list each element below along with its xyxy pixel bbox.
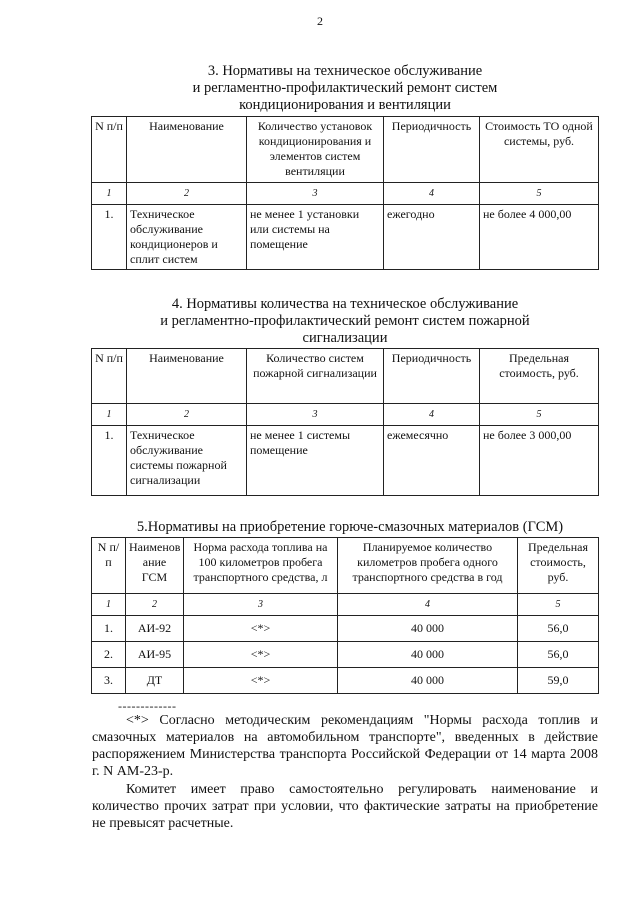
- section3-title-line: кондиционирования и вентиляции: [239, 97, 451, 113]
- section4-title-line: и регламентно-профилактический ремонт систем пожарной: [160, 313, 530, 329]
- index-cell: 2: [127, 183, 247, 205]
- header-cost: Предельная стоимость, руб.: [518, 538, 599, 594]
- cell-periodicity: ежемесячно: [384, 426, 480, 496]
- footnote-text: <*> Согласно методическим рекомендациям "Нормы расхода топлив и смазочных материалов на автомобильном транспорте", введенных в действие распоряжением Министерства транспорта Российской Федерации от 14 марта 2008 г. N АМ-23-р.: [92, 713, 598, 779]
- cell-number: 1.: [92, 616, 126, 642]
- section4-table: [91, 348, 599, 496]
- table-row: [92, 642, 599, 668]
- index-cell: 4: [338, 594, 518, 616]
- cell-fuel-name: ДТ: [126, 668, 184, 694]
- header-periodicity: Периодичность: [384, 117, 480, 183]
- cell-cost: 56,0: [518, 642, 599, 668]
- table-index-row: [92, 404, 599, 426]
- section3-title-line: 3. Нормативы на техническое обслуживание: [207, 63, 483, 79]
- page-number: 2: [317, 14, 323, 28]
- header-number: N п/п: [92, 349, 127, 404]
- table-row: [92, 426, 599, 496]
- index-cell: 5: [480, 183, 599, 205]
- section3-title-line: и регламентно-профилактический ремонт систем: [192, 80, 498, 96]
- cell-cost: не более 3 000,00: [480, 426, 599, 496]
- cell-consumption-norm: <*>: [184, 616, 338, 642]
- cell-planned-mileage: 40 000: [338, 668, 518, 694]
- table-row: [92, 205, 599, 270]
- cell-number: 2.: [92, 642, 126, 668]
- section4-title-line: сигнализации: [302, 330, 388, 346]
- cell-cost: 56,0: [518, 616, 599, 642]
- footnote-separator: -------------: [118, 699, 177, 713]
- cell-cost: не более 4 000,00: [480, 205, 599, 270]
- header-quantity: Количество установок кондиционирования и элементов систем вентиляции: [247, 117, 384, 183]
- header-planned-mileage: Планируемое количество километров пробега одного транспортного средства в год: [338, 538, 518, 594]
- table-header-row: [92, 349, 599, 404]
- section4-title-line: 4. Нормативы количества на техническое обслуживание: [171, 296, 519, 312]
- header-quantity: Количество систем пожарной сигнализации: [247, 349, 384, 404]
- index-cell: 3: [247, 183, 384, 205]
- index-cell: 1: [92, 183, 127, 205]
- index-cell: 4: [384, 183, 480, 205]
- header-consumption-norm: Норма расхода топлива на 100 километров пробега транспортного средства, л: [184, 538, 338, 594]
- cell-quantity: не менее 1 системы помещение: [247, 426, 384, 496]
- section5-title: 5.Нормативы на приобретение горюче-смазочных материалов (ГСМ): [136, 519, 564, 535]
- header-periodicity: Периодичность: [384, 349, 480, 404]
- section4-title: [90, 296, 600, 347]
- index-cell: 3: [247, 404, 384, 426]
- cell-planned-mileage: 40 000: [338, 616, 518, 642]
- index-cell: 2: [126, 594, 184, 616]
- cell-fuel-name: АИ-95: [126, 642, 184, 668]
- index-cell: 2: [127, 404, 247, 426]
- cell-consumption-norm: <*>: [184, 668, 338, 694]
- index-cell: 1: [92, 404, 127, 426]
- table-header-row: [92, 117, 599, 183]
- header-fuel-name: Наименов ание ГСМ: [126, 538, 184, 594]
- cell-name: Техническое обслуживание системы пожарной сигнализации: [127, 426, 247, 496]
- cell-consumption-norm: <*>: [184, 642, 338, 668]
- index-cell: 5: [518, 594, 599, 616]
- cell-periodicity: ежегодно: [384, 205, 480, 270]
- cell-number: 3.: [92, 668, 126, 694]
- cell-planned-mileage: 40 000: [338, 642, 518, 668]
- header-name: Наименование: [127, 117, 247, 183]
- cell-number: 1.: [92, 426, 127, 496]
- cell-quantity: не менее 1 установки или системы на помещение: [247, 205, 384, 270]
- section5-table: [91, 537, 599, 694]
- index-cell: 4: [384, 404, 480, 426]
- table-index-row: [92, 183, 599, 205]
- header-number: N п/п: [92, 538, 126, 594]
- index-cell: 1: [92, 594, 126, 616]
- section3-title: [90, 63, 600, 114]
- table-index-row: [92, 594, 599, 616]
- cell-cost: 59,0: [518, 668, 599, 694]
- header-cost: Предельная стоимость, руб.: [480, 349, 599, 404]
- committee-paragraph: Комитет имеет право самостоятельно регулировать наименование и количество прочих затрат при условии, что фактические затраты на приобретение не превысят расчетные.: [92, 782, 598, 831]
- cell-fuel-name: АИ-92: [126, 616, 184, 642]
- header-name: Наименование: [127, 349, 247, 404]
- section3-table: [91, 116, 599, 270]
- cell-name: Техническое обслуживание кондиционеров и сплит систем: [127, 205, 247, 270]
- table-row: [92, 616, 599, 642]
- index-cell: 3: [184, 594, 338, 616]
- table-header-row: [92, 538, 599, 594]
- header-number: N п/п: [92, 117, 127, 183]
- header-cost: Стоимость ТО одной системы, руб.: [480, 117, 599, 183]
- table-row: [92, 668, 599, 694]
- index-cell: 5: [480, 404, 599, 426]
- cell-number: 1.: [92, 205, 127, 270]
